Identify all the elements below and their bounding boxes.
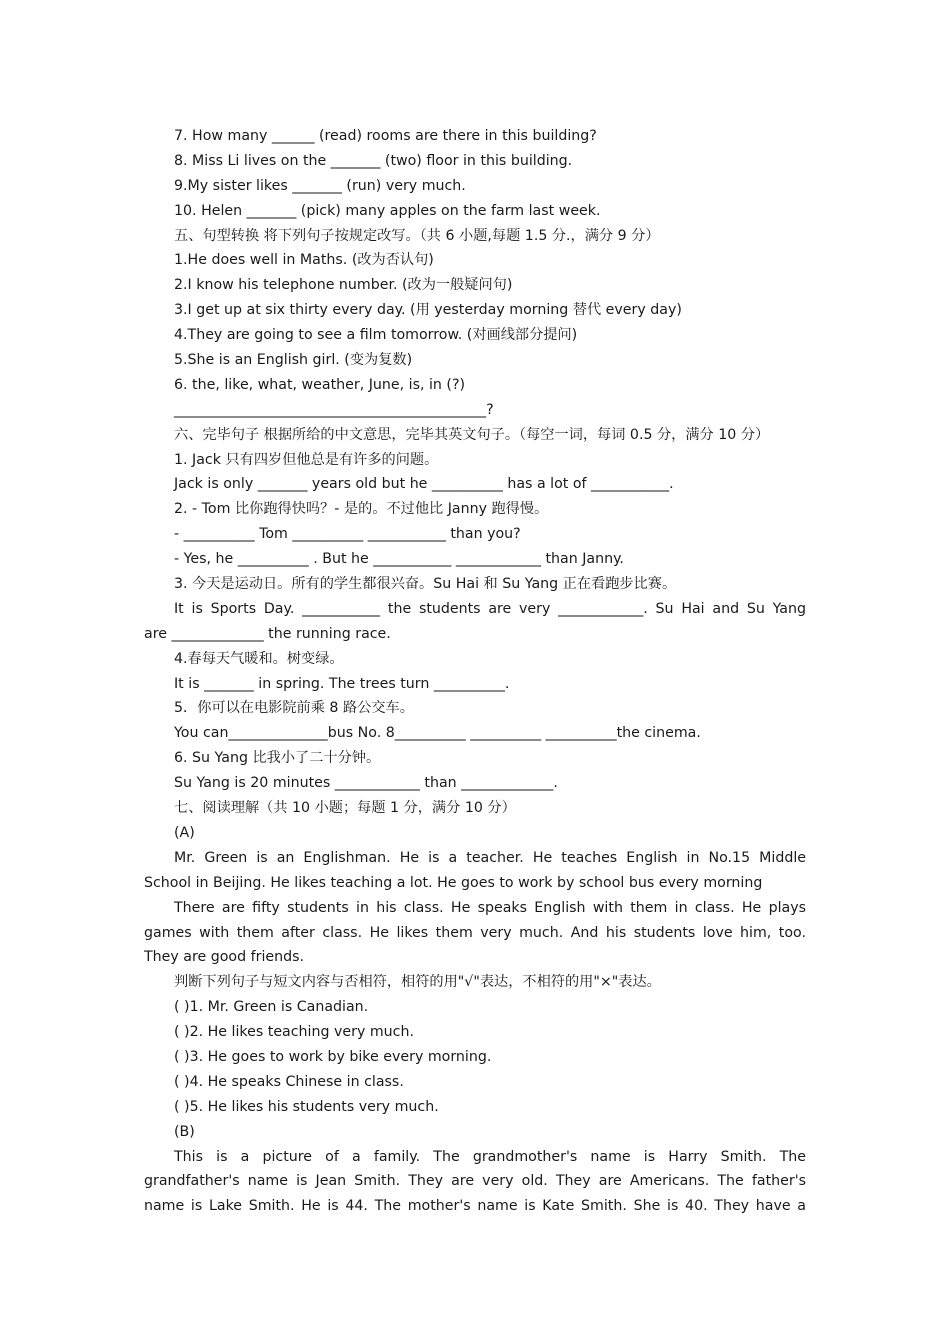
text-line: ( )5. He likes his students very much. <box>174 1098 439 1115</box>
text-line: grandfather's name is Jean Smith. They are very old. They are Americans. The father's <box>144 1173 806 1190</box>
text-line: 3. 今天是运动日。所有的学生都很兴奋。Su Hai 和 Su Yang 正在看跑步比赛。 <box>174 576 677 593</box>
text-line: There are fifty students in his class. He speaks English with them in class. He plays <box>174 899 806 916</box>
text-line: 6. Su Yang 比我小了二十分钟。 <box>174 750 381 767</box>
text-line: ( )3. He goes to work by bike every morning. <box>174 1048 492 1065</box>
text-line: (A) <box>174 824 195 841</box>
text-line: Jack is only _______ years old but he __________ has a lot of ___________. <box>174 476 674 493</box>
text-line: 4.春每天气暖和。树变绿。 <box>174 650 344 667</box>
text-line: 1. Jack 只有四岁但他总是有许多的问题。 <box>174 451 439 468</box>
text-line: - Yes, he __________ . But he ___________ ____________ than Janny. <box>174 551 624 568</box>
text-line: They are good friends. <box>144 949 305 966</box>
text-line: 5．你可以在电影院前乘 8 路公交车。 <box>174 700 414 717</box>
text-line: ( )2. He likes teaching very much. <box>174 1024 414 1041</box>
text-line: Mr. Green is an Englishman. He is a teacher. He teaches English in No.15 Middle <box>174 849 806 866</box>
text-line: (B) <box>174 1123 195 1140</box>
text-line: ( )4. He speaks Chinese in class. <box>174 1073 404 1090</box>
text-line: 判断下列句子与短文内容与否相符，相符的用"√"表达，不相符的用"×"表达。 <box>174 974 661 991</box>
text-line: 六、完毕句子 根据所给的中文意思，完毕其英文句子。（每空一词，每词 0.5 分，满分 10 分） <box>174 426 770 443</box>
text-line: name is Lake Smith. He is 44. The mother's name is Kate Smith. She is 40. They have a <box>144 1198 806 1215</box>
text-line: are _____________ the running race. <box>144 625 391 642</box>
text-line: It is _______ in spring. The trees turn __________. <box>174 675 510 692</box>
text-line: ( )1. Mr. Green is Canadian. <box>174 999 369 1016</box>
text-line: 1.He does well in Maths. (改为否认句) <box>174 252 434 269</box>
text-line: 5.She is an English girl. (变为复数) <box>174 352 413 369</box>
text-line: 五、句型转换 将下列句子按规定改写。（共 6 小题,每题 1.5 分.，满分 9 分） <box>174 227 660 244</box>
text-line: ____________________________________________? <box>174 401 494 418</box>
document-body <box>144 124 806 1219</box>
text-line: Su Yang is 20 minutes ____________ than _____________. <box>174 775 558 792</box>
text-line: 7. How many ______ (read) rooms are there in this building? <box>174 128 597 144</box>
text-line: 七、阅读理解（共 10 小题；每题 1 分，满分 10 分） <box>174 800 516 817</box>
text-line: 4.They are going to see a film tomorrow. (对画线部分提问) <box>174 327 578 344</box>
text-line: 6. the, like, what, weather, June, is, in (?) <box>174 376 466 393</box>
text-line: This is a picture of a family. The grandmother's name is Harry Smith. The <box>174 1148 806 1165</box>
text-line: 3.I get up at six thirty every day. (用 yesterday morning 替代 every day) <box>174 302 682 319</box>
text-line: 9.My sister likes _______ (run) very much. <box>174 177 466 194</box>
text-line: 10. Helen _______ (pick) many apples on the farm last week. <box>174 202 601 219</box>
text-line: 8. Miss Li lives on the _______ (two) floor in this building. <box>174 152 573 169</box>
text-line: games with them after class. He likes them very much. And his students love him, too. <box>144 924 806 941</box>
text-line: - __________ Tom __________ ___________ than you? <box>174 526 521 543</box>
text-line: 2. - Tom 比你跑得快吗？- 是的。不过他比 Janny 跑得慢。 <box>174 501 549 518</box>
text-line: It is Sports Day. ___________ the students are very ____________. Su Hai and Su Yang <box>174 600 806 617</box>
text-line: 2.I know his telephone number. (改为一般疑问句) <box>174 277 513 294</box>
text-line: You can______________bus No. 8__________ __________ __________the cinema. <box>174 725 701 742</box>
text-line: School in Beijing. He likes teaching a lot. He goes to work by school bus every morning <box>144 874 763 891</box>
